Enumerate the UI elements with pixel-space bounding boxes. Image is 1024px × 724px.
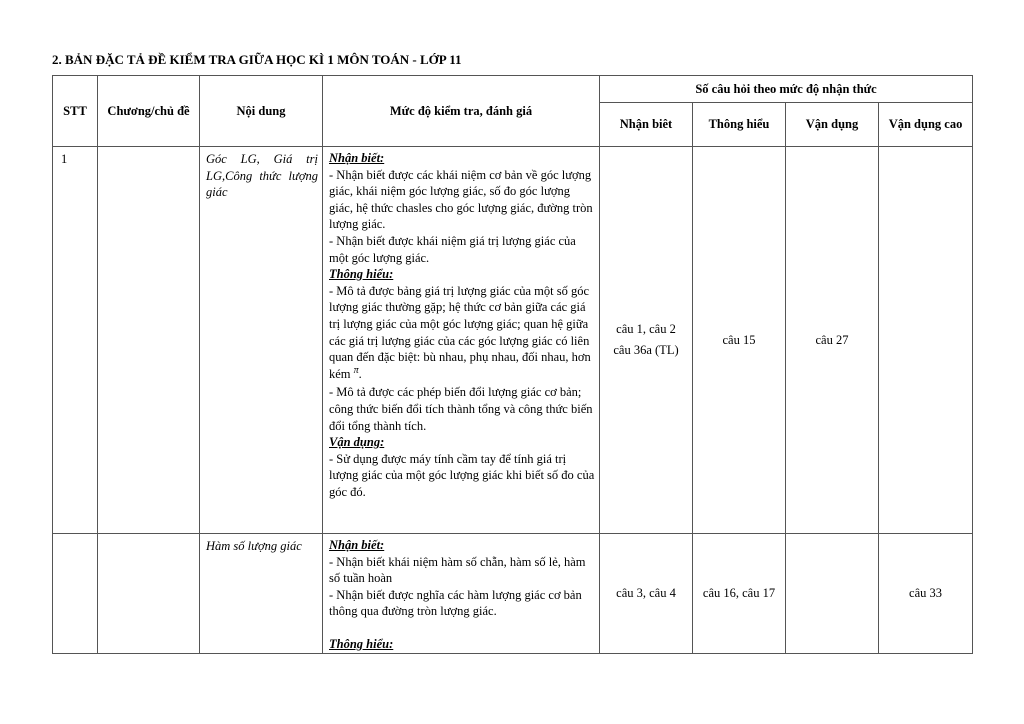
count-application bbox=[786, 534, 879, 654]
specification-table bbox=[52, 75, 973, 654]
section-heading: Nhận biết: bbox=[329, 538, 385, 552]
count-line: câu 1, câu 2 bbox=[616, 322, 676, 337]
row-topic: Góc LG, Giá trị LG,Công thức lượng giác bbox=[200, 147, 323, 534]
count-recognition bbox=[600, 147, 693, 534]
description-line: - Nhận biết được nghĩa các hàm lượng giác cơ bản thông qua đường tròn lượng giác. bbox=[329, 587, 582, 619]
header-question-count-group: Số câu hỏi theo mức độ nhận thức bbox=[600, 76, 973, 103]
header-level: Mức độ kiểm tra, đánh giá bbox=[323, 76, 600, 147]
table-row bbox=[53, 534, 973, 654]
section-heading: Vận dụng: bbox=[329, 435, 385, 450]
description-line-with-pi: - Mô tả được bảng giá trị lượng giác của một số góc lượng giác thường gặp; hệ thức cơ bản giữa các giá trị lượng giác của một góc lượng giác; quan hệ giữa các giá trị lượng giác của các góc lượng giác có liên quan đến đặc biệt: bù nhau, phụ nhau, đối nhau, hơn kém $^\pi$. bbox=[329, 283, 591, 381]
count-line: câu 36a (TL) bbox=[613, 343, 679, 357]
section-heading: Thông hiểu: bbox=[329, 636, 394, 651]
count-high-application: câu 33 bbox=[879, 534, 973, 654]
count-high-application bbox=[879, 147, 973, 534]
table-row bbox=[53, 147, 973, 534]
row-description bbox=[323, 534, 600, 654]
header-stt: STT bbox=[53, 76, 98, 147]
section-heading: Nhận biết: bbox=[329, 151, 385, 165]
description-line: - Nhận biết được các khái niệm cơ bản về góc lượng giác, khái niệm góc lượng giác, số đo góc lượng giác, hệ thức chasles cho góc lượng giác, đường tròn lượng giác. bbox=[329, 167, 593, 232]
description-line: - Nhận biết khái niệm hàm số chẵn, hàm số lẻ, hàm số tuần hoàn bbox=[329, 554, 586, 586]
row-stt: 1 bbox=[53, 147, 98, 534]
description-line: - Mô tả được bảng giá trị lượng giác của một số góc lượng giác thường gặp; hệ thức cơ bản giữa các giá trị lượng giác của một góc lượng giác; quan hệ giữa các giá trị lượng giác của các góc lượng giác có liên quan đến đặc biệt: bù nhau, phụ nhau, đối nhau, hơn kém bbox=[329, 283, 591, 381]
count-application: câu 27 bbox=[786, 147, 879, 534]
header-high-application: Vận dụng cao bbox=[879, 103, 973, 147]
row-stt bbox=[53, 534, 98, 654]
row-topic: Hàm số lượng giác bbox=[200, 534, 323, 654]
header-chapter: Chương/chủ đề bbox=[98, 76, 200, 147]
description-line: - Sử dụng được máy tính cầm tay để tính giá trị lượng giác của một góc lượng giác khi biết số đo của góc đó. bbox=[329, 451, 595, 499]
row-chapter bbox=[98, 534, 200, 654]
header-content: Nội dung bbox=[200, 76, 323, 147]
row-chapter bbox=[98, 147, 200, 534]
header-recognition: Nhận biêt bbox=[600, 103, 693, 147]
blank-line bbox=[329, 620, 595, 636]
document-title: 2. BẢN ĐẶC TẢ ĐỀ KIỂM TRA GIỮA HỌC KÌ 1 MÔN TOÁN - LỚP 11 bbox=[52, 52, 462, 67]
count-understanding: câu 16, câu 17 bbox=[693, 534, 786, 654]
header-understanding: Thông hiểu bbox=[693, 103, 786, 147]
description-line: - Mô tả được các phép biến đổi lượng giác cơ bản; công thức biến đổi tích thành tổng và công thức biến đổi tổng thành tích. bbox=[329, 385, 593, 433]
pi-symbol: π bbox=[353, 364, 359, 376]
section-heading: Thông hiểu: bbox=[329, 267, 394, 282]
row-description bbox=[323, 147, 600, 534]
count-understanding: câu 15 bbox=[693, 147, 786, 534]
description-line: - Nhận biết được khái niệm giá trị lượng giác của một góc lượng giác. bbox=[329, 233, 576, 265]
count-recognition: câu 3, câu 4 bbox=[600, 534, 693, 654]
header-application: Vận dụng bbox=[786, 103, 879, 147]
